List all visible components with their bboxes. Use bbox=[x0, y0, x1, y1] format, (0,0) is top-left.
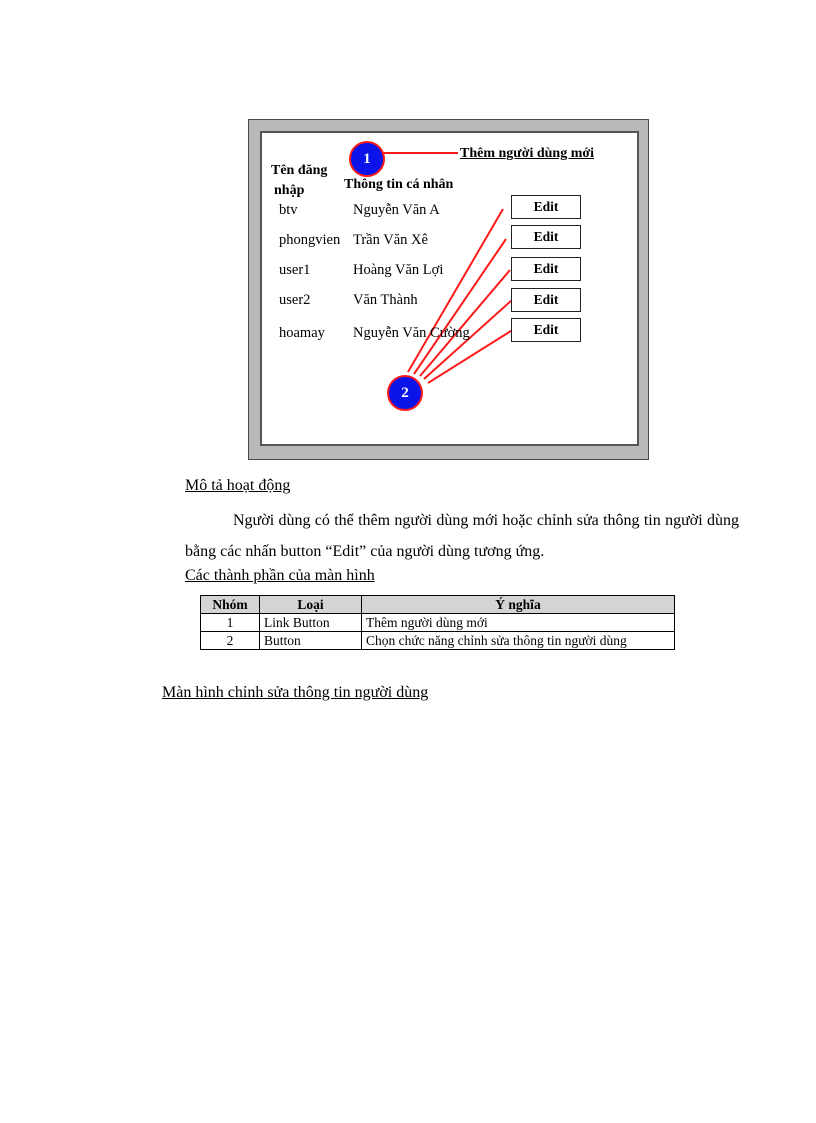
fullname-cell: Nguyễn Văn A bbox=[353, 202, 440, 218]
fullname-cell: Trần Văn Xê bbox=[353, 232, 428, 248]
username-cell: btv bbox=[279, 202, 298, 218]
table-cell: Chọn chức năng chỉnh sửa thông tin người dùng bbox=[362, 632, 675, 650]
fullname-cell: Văn Thành bbox=[353, 292, 418, 308]
callout-marker-1 bbox=[349, 141, 385, 177]
column-header-info: Thông tin cá nhân bbox=[344, 177, 454, 192]
column-header-username: Tên đăng bbox=[271, 163, 328, 178]
column-header-username-cont: nhập bbox=[274, 183, 305, 198]
fullname-cell: Hoàng Văn Lợi bbox=[353, 262, 444, 278]
edit-button[interactable]: Edit bbox=[511, 288, 581, 312]
section-heading-description: Mô tả hoạt động bbox=[185, 477, 291, 494]
fullname-cell: Nguyễn Văn Cường bbox=[353, 325, 470, 341]
components-table bbox=[200, 595, 675, 650]
screen-mockup-canvas bbox=[260, 131, 639, 446]
username-cell: hoamay bbox=[279, 325, 325, 341]
username-cell: phongvien bbox=[279, 232, 341, 248]
edit-button[interactable]: Edit bbox=[511, 195, 581, 219]
table-header-cell: Ý nghĩa bbox=[362, 596, 675, 614]
callout-marker-2 bbox=[387, 375, 423, 411]
section-heading-components: Các thành phần của màn hình bbox=[185, 567, 375, 584]
table-header-row bbox=[201, 596, 675, 614]
username-cell: user1 bbox=[279, 262, 311, 278]
table-header-cell: Nhóm bbox=[201, 596, 260, 614]
table-header-cell: Loại bbox=[260, 596, 362, 614]
edit-button[interactable]: Edit bbox=[511, 318, 581, 342]
table-row bbox=[201, 614, 675, 632]
table-cell: Link Button bbox=[260, 614, 362, 632]
callout-marker-1-label: 1 bbox=[363, 150, 371, 167]
table-cell: 1 bbox=[201, 614, 260, 632]
table-cell: 2 bbox=[201, 632, 260, 650]
table-cell: Button bbox=[260, 632, 362, 650]
table-cell: Thêm người dùng mới bbox=[362, 614, 675, 632]
section-heading-edit-screen: Màn hình chỉnh sửa thông tin người dùng bbox=[162, 684, 429, 701]
edit-button[interactable]: Edit bbox=[511, 225, 581, 249]
table-row bbox=[201, 632, 675, 650]
screen-mockup bbox=[248, 119, 649, 460]
description-paragraph: Người dùng có thể thêm người dùng mới hoặc chỉnh sửa thông tin người dùng bằng các nhấn button “Edit” của người dùng tương ứng. bbox=[185, 512, 739, 560]
edit-button[interactable]: Edit bbox=[511, 257, 581, 281]
add-user-link[interactable]: Thêm người dùng mới bbox=[460, 146, 594, 161]
username-cell: user2 bbox=[279, 292, 311, 308]
callout-marker-2-label: 2 bbox=[401, 384, 409, 401]
